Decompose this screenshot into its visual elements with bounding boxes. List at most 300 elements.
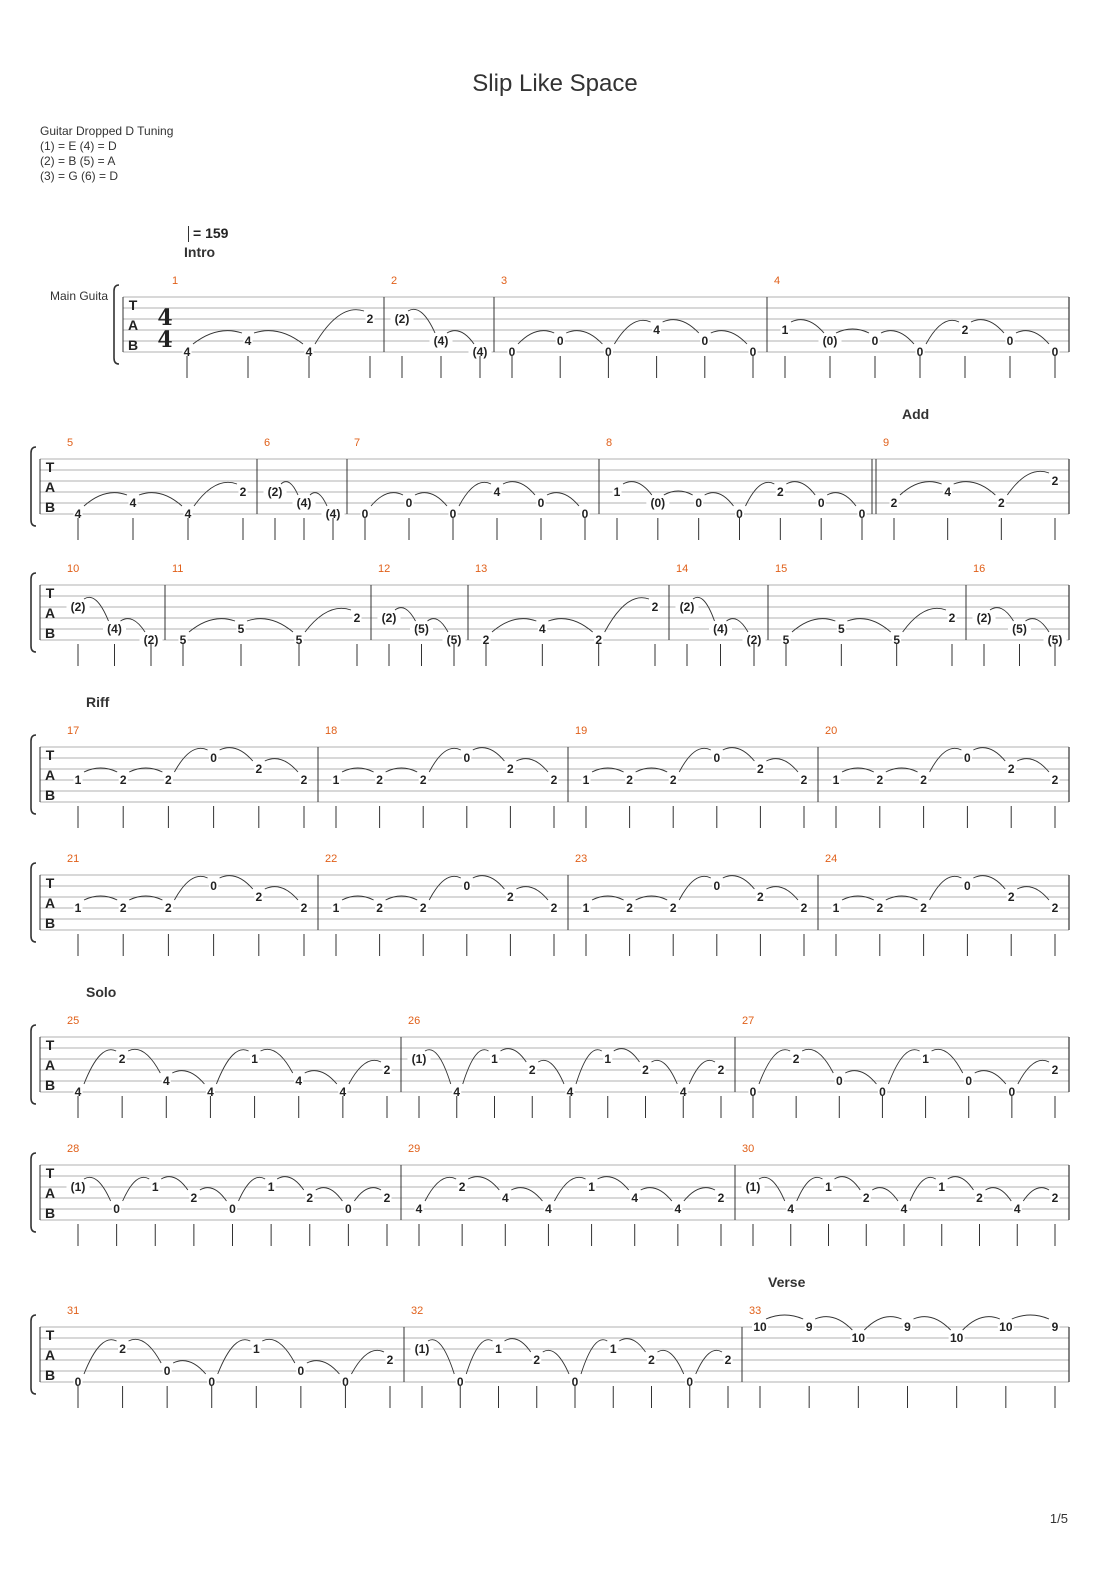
fret-number: 1 — [922, 1052, 929, 1066]
fret-number: 2 — [890, 496, 898, 510]
fret-number: 4 — [339, 1085, 347, 1099]
tie-arc — [277, 1177, 304, 1190]
tab-clef-letter: B — [44, 1367, 56, 1383]
fret-number: (5) — [1012, 622, 1027, 636]
fret-number: 0 — [713, 751, 721, 765]
fret-number: 0 — [537, 496, 545, 510]
fret-number: 5 — [179, 633, 187, 647]
measure-number: 33 — [749, 1305, 762, 1317]
measure-number: 31 — [67, 1305, 80, 1317]
tie-arc — [84, 1050, 116, 1084]
tie-arc — [216, 1050, 248, 1084]
fret-number: (5) — [446, 633, 462, 647]
fret-number: 0 — [749, 1085, 757, 1099]
tie-arc — [802, 1049, 833, 1073]
fret-number: 1 — [825, 1180, 832, 1194]
fret-number: 2 — [419, 773, 427, 787]
measure-number: 17 — [67, 725, 80, 737]
tab-clef-letter: T — [45, 747, 55, 763]
tie-arc — [305, 608, 351, 632]
song-title: Slip Like Space — [472, 70, 638, 97]
tie-arc — [349, 1060, 381, 1084]
fret-number: 2 — [961, 323, 969, 337]
fret-number: 4 — [415, 1202, 423, 1216]
fret-number: 4 — [129, 496, 137, 510]
tie-arc — [516, 759, 548, 772]
tie-arc — [954, 482, 996, 495]
measure-number: 26 — [408, 1015, 421, 1027]
fret-number: (1) — [414, 1342, 430, 1356]
tie-arc — [194, 482, 237, 506]
tie-arc — [173, 1361, 206, 1374]
tie-arc — [316, 1188, 343, 1201]
fret-number: 0 — [1006, 334, 1014, 348]
tie-arc — [641, 1188, 672, 1201]
tie-arc — [1016, 331, 1049, 344]
tie-arc — [652, 1060, 678, 1084]
fret-number: 1 — [582, 773, 590, 787]
fret-number: 2 — [383, 1063, 391, 1077]
tie-arc — [200, 1188, 227, 1201]
tie-arc — [305, 1071, 337, 1084]
fret-number: 0 — [965, 1074, 973, 1088]
tie-arc — [501, 1049, 527, 1062]
fret-number: 0 — [556, 334, 564, 348]
fret-number: 0 — [736, 507, 743, 521]
fret-number: 2 — [757, 762, 764, 776]
fret-number: 0 — [456, 1375, 464, 1389]
fret-number: 2 — [300, 773, 308, 787]
fret-number: 4 — [305, 345, 313, 359]
measure-number: 14 — [676, 563, 689, 575]
fret-number: (2) — [70, 600, 86, 614]
measure-number: 23 — [575, 853, 588, 865]
measure-number: 24 — [825, 853, 838, 865]
fret-number: (4) — [472, 345, 488, 359]
tab-clef-letter: T — [45, 585, 55, 601]
fret-number: 0 — [229, 1202, 236, 1216]
tie-arc — [466, 1340, 492, 1374]
measure-number: 7 — [354, 437, 361, 449]
tab-clef-letter: T — [128, 297, 138, 313]
tie-arc — [679, 876, 711, 900]
measure-number: 2 — [391, 275, 398, 287]
tie-arc — [705, 493, 734, 506]
fret-number: 2 — [376, 901, 383, 915]
tab-clef-letter: B — [127, 337, 139, 353]
fret-number: (4) — [713, 622, 728, 636]
fret-number: 10 — [949, 1331, 964, 1345]
tab-clef-letter: B — [44, 625, 56, 641]
tie-arc — [505, 1339, 531, 1352]
tie-arc — [518, 331, 554, 344]
tie-arc — [1012, 1315, 1049, 1319]
measure-number: 28 — [67, 1143, 80, 1155]
tie-arc — [128, 1049, 160, 1073]
fret-number: (4) — [107, 622, 122, 636]
tie-arc — [351, 1350, 384, 1374]
fret-number: 0 — [581, 507, 589, 521]
tie-arc — [581, 1340, 607, 1374]
fret-number: 2 — [386, 1353, 394, 1367]
tie-arc — [174, 876, 207, 900]
tie-arc — [473, 876, 505, 889]
tie-arc — [815, 1317, 852, 1330]
system-bracket — [31, 1315, 36, 1394]
tie-arc — [1017, 887, 1049, 900]
fret-number: 0 — [210, 751, 217, 765]
fret-number: (1) — [70, 1180, 86, 1194]
tie-arc — [1023, 1188, 1049, 1201]
fret-number: 4 — [501, 1191, 509, 1205]
measure-number: 21 — [67, 853, 80, 865]
tie-arc — [623, 482, 652, 495]
fret-number: 4 — [1013, 1202, 1021, 1216]
tie-arc — [658, 1350, 684, 1374]
tie-arc — [262, 1339, 295, 1363]
tuning-line: (1) = E (4) = D — [40, 139, 117, 153]
tie-arc — [172, 1071, 204, 1084]
tab-clef-letter: B — [44, 1077, 56, 1093]
fret-number: 4 — [653, 323, 660, 337]
fret-number: 0 — [916, 345, 924, 359]
fret-number: 2 — [300, 901, 308, 915]
fret-number: 2 — [507, 762, 514, 776]
fret-number: 4 — [74, 507, 82, 521]
tie-arc — [619, 1339, 645, 1352]
section-label: Solo — [86, 984, 117, 1000]
fret-number: 2 — [642, 1063, 649, 1077]
fret-number: 2 — [757, 890, 764, 904]
fret-number: 0 — [463, 751, 471, 765]
fret-number: 2 — [366, 312, 374, 326]
tie-arc — [415, 493, 447, 506]
fret-number: 2 — [595, 633, 603, 647]
measure-number: 13 — [475, 563, 488, 575]
fret-number: 4 — [566, 1085, 574, 1099]
fret-number: 2 — [876, 901, 884, 915]
fret-number: 0 — [1051, 345, 1059, 359]
fret-number: 0 — [835, 1074, 843, 1088]
page-number: 1/5 — [1049, 1511, 1068, 1526]
time-signature-top: 4 — [157, 305, 173, 331]
tie-arc — [161, 1177, 188, 1190]
measure-number: 10 — [67, 563, 80, 575]
measure-number: 30 — [742, 1143, 755, 1155]
tie-arc — [218, 1340, 251, 1374]
tab-clef-letter: A — [44, 605, 56, 621]
fret-number: 5 — [295, 633, 303, 647]
tie-arc — [459, 482, 491, 506]
fret-number: 4 — [944, 485, 952, 499]
fret-number: 2 — [669, 773, 677, 787]
fret-number: 0 — [695, 496, 703, 510]
tuning-name: Guitar Dropped D Tuning — [40, 124, 174, 138]
fret-number: 2 — [800, 773, 808, 787]
fret-number: 0 — [342, 1375, 349, 1389]
tie-arc — [963, 1317, 1000, 1330]
tie-arc — [463, 1050, 489, 1084]
tie-arc — [930, 876, 962, 900]
fret-number: 4 — [184, 507, 192, 521]
tie-arc — [684, 1188, 715, 1201]
fret-number: 9 — [1051, 1320, 1059, 1334]
tie-arc — [845, 1071, 876, 1084]
fret-number: 9 — [904, 1320, 911, 1334]
tie-arc — [554, 1177, 585, 1201]
tie-arc — [903, 608, 946, 632]
fret-number: 2 — [550, 901, 558, 915]
fret-number: 9 — [805, 1320, 813, 1334]
tie-arc — [835, 1177, 861, 1190]
fret-number: 2 — [1007, 762, 1015, 776]
tuning-line: (3) = G (6) = D — [40, 169, 119, 183]
fret-number: 0 — [74, 1375, 82, 1389]
measure-number: 27 — [742, 1015, 755, 1027]
tie-arc — [679, 748, 711, 772]
tie-arc — [971, 320, 1004, 333]
tie-arc — [193, 331, 242, 344]
fret-number: 0 — [1008, 1085, 1016, 1099]
tab-clef-letter: B — [44, 1205, 56, 1221]
fret-number: 4 — [453, 1085, 461, 1099]
fret-number: 2 — [920, 773, 927, 787]
tie-arc — [254, 331, 303, 344]
fret-number: (4) — [296, 496, 312, 510]
fret-number: (0) — [822, 334, 838, 348]
fret-number: 1 — [74, 901, 82, 915]
fret-number: (0) — [650, 496, 666, 510]
tie-arc — [315, 310, 364, 344]
fret-number: 4 — [207, 1085, 214, 1099]
system-bracket — [31, 1025, 36, 1104]
tie-arc — [371, 493, 403, 506]
section-label: Add — [902, 406, 930, 422]
tie-arc — [766, 1315, 803, 1319]
tie-arc — [543, 1350, 569, 1374]
tie-arc — [1007, 471, 1049, 495]
fret-number: 0 — [713, 879, 721, 893]
tie-arc — [792, 619, 835, 632]
tie-arc — [723, 748, 755, 761]
tie-arc — [986, 1188, 1012, 1201]
tie-arc — [864, 1317, 901, 1330]
fret-number: (2) — [143, 633, 159, 647]
fret-number: 2 — [626, 773, 633, 787]
tie-arc — [516, 887, 548, 900]
tie-arc — [910, 1177, 936, 1201]
tie-arc — [354, 1188, 381, 1201]
fret-number: 2 — [306, 1191, 314, 1205]
measure-number: 8 — [606, 437, 613, 449]
tie-arc — [598, 1177, 629, 1190]
fret-number: 2 — [776, 485, 784, 499]
fret-number: 5 — [237, 622, 245, 636]
fret-number: 2 — [383, 1191, 391, 1205]
fret-number: 1 — [582, 901, 590, 915]
fret-number: 4 — [493, 485, 501, 499]
tie-arc — [1018, 1060, 1049, 1084]
fret-number: 0 — [405, 496, 413, 510]
fret-number: 1 — [332, 773, 340, 787]
fret-number: 0 — [210, 879, 217, 893]
tuning-line: (2) = B (5) = A — [40, 154, 116, 168]
fret-number: (5) — [414, 622, 429, 636]
fret-number: 0 — [297, 1364, 305, 1378]
fret-number: 2 — [119, 773, 127, 787]
fret-number: 2 — [862, 1191, 870, 1205]
fret-number: 0 — [686, 1375, 694, 1389]
fret-number: 2 — [165, 901, 172, 915]
fret-number: 2 — [920, 901, 927, 915]
tie-arc — [511, 1188, 542, 1201]
tie-arc — [797, 1177, 823, 1201]
fret-number: 2 — [119, 901, 127, 915]
fret-number: 4 — [244, 334, 252, 348]
tie-arc — [189, 619, 235, 632]
tab-clef-letter: T — [45, 875, 55, 891]
tie-arc — [503, 482, 535, 495]
fret-number: 0 — [163, 1364, 171, 1378]
tie-arc — [881, 331, 914, 344]
tie-arc — [847, 619, 890, 632]
fret-number: 0 — [817, 496, 825, 510]
fret-number: (2) — [394, 312, 410, 326]
tab-clef-letter: B — [44, 499, 56, 515]
measure-number: 29 — [408, 1143, 421, 1155]
tie-arc — [174, 748, 207, 772]
tie-arc — [123, 1177, 150, 1201]
tempo-bpm: = 159 — [193, 225, 229, 241]
tie-arc — [696, 1350, 722, 1374]
measure-number: 19 — [575, 725, 588, 737]
tie-arc — [307, 1361, 340, 1374]
fret-number: (2) — [679, 600, 695, 614]
tie-arc — [746, 482, 775, 506]
tie-arc — [689, 1060, 715, 1084]
system-bracket — [31, 735, 36, 814]
tie-arc — [429, 748, 461, 772]
fret-number: 2 — [717, 1063, 725, 1077]
fret-number: 1 — [495, 1342, 502, 1356]
fret-number: 0 — [345, 1202, 352, 1216]
tab-clef-letter: A — [44, 1185, 56, 1201]
tie-arc — [766, 759, 798, 772]
fret-number: (2) — [976, 611, 992, 625]
fret-number: 2 — [165, 773, 172, 787]
system-bracket — [31, 573, 36, 652]
tie-arc — [425, 1177, 456, 1201]
fret-number: 1 — [609, 1342, 617, 1356]
tie-arc — [429, 876, 461, 900]
fret-number: 2 — [533, 1353, 541, 1367]
fret-number: 0 — [879, 1085, 886, 1099]
fret-number: 1 — [74, 773, 82, 787]
fret-number: 1 — [491, 1052, 498, 1066]
fret-number: 4 — [162, 1074, 170, 1088]
fret-number: 1 — [332, 901, 340, 915]
fret-number: 2 — [528, 1063, 536, 1077]
fret-number: 10 — [753, 1320, 767, 1334]
tie-arc — [265, 887, 298, 900]
measure-number: 25 — [67, 1015, 80, 1027]
fret-number: 2 — [800, 901, 808, 915]
fret-number: 0 — [571, 1375, 579, 1389]
fret-number: (2) — [381, 611, 397, 625]
measure-number: 9 — [883, 437, 890, 449]
tab-clef-letter: T — [45, 1037, 55, 1053]
fret-number: 2 — [255, 890, 263, 904]
fret-number: 4 — [787, 1202, 795, 1216]
fret-number: 0 — [964, 751, 971, 765]
measure-number: 11 — [172, 563, 184, 575]
fret-number: 0 — [605, 345, 612, 359]
fret-number: 4 — [679, 1085, 687, 1099]
tie-arc — [1017, 759, 1049, 772]
fret-number: 1 — [832, 773, 840, 787]
fret-number: 2 — [119, 1342, 126, 1356]
fret-number: 1 — [604, 1052, 612, 1066]
measure-number: 1 — [172, 275, 179, 287]
tab-clef-letter: A — [44, 895, 56, 911]
fret-number: 2 — [792, 1052, 800, 1066]
fret-number: 2 — [1051, 773, 1059, 787]
fret-number: 5 — [893, 633, 901, 647]
tie-arc — [766, 887, 798, 900]
tab-clef-letter: T — [45, 1327, 55, 1343]
fret-number: 2 — [876, 773, 884, 787]
fret-number: (1) — [745, 1180, 761, 1194]
tab-clef-letter: T — [45, 459, 55, 475]
tie-arc — [492, 619, 536, 632]
measure-number: 15 — [775, 563, 788, 575]
fret-number: 1 — [267, 1180, 275, 1194]
tie-arc — [791, 320, 824, 333]
system-bracket — [114, 285, 119, 364]
tie-arc — [473, 748, 505, 761]
system-bracket — [31, 863, 36, 942]
fret-number: 1 — [832, 901, 840, 915]
tie-arc — [926, 320, 959, 344]
fret-number: 2 — [976, 1191, 983, 1205]
tie-arc — [914, 1317, 951, 1330]
tie-arc — [827, 493, 856, 506]
tab-clef-letter: A — [44, 767, 56, 783]
tab-clef-letter: A — [127, 317, 139, 333]
measure-number: 12 — [378, 563, 391, 575]
fret-number: (5) — [1047, 633, 1063, 647]
fret-number: 2 — [376, 773, 383, 787]
tie-arc — [576, 1050, 602, 1084]
tie-arc — [759, 1050, 790, 1084]
fret-number: 2 — [717, 1191, 725, 1205]
tie-arc — [548, 619, 592, 632]
fret-number: 0 — [508, 345, 516, 359]
fret-number: 10 — [999, 1320, 1013, 1334]
fret-number: 2 — [1051, 901, 1059, 915]
tie-arc — [220, 876, 253, 889]
tie-arc — [663, 320, 699, 333]
tie-arc — [220, 748, 253, 761]
fret-number: 2 — [724, 1353, 732, 1367]
fret-number: 1 — [938, 1180, 946, 1194]
time-signature-bottom: 4 — [157, 327, 173, 353]
track-name: Main Guita — [50, 289, 109, 303]
fret-number: 1 — [151, 1180, 159, 1194]
fret-number: 4 — [674, 1202, 682, 1216]
measure-number: 20 — [825, 725, 838, 737]
fret-number: 2 — [118, 1052, 126, 1066]
